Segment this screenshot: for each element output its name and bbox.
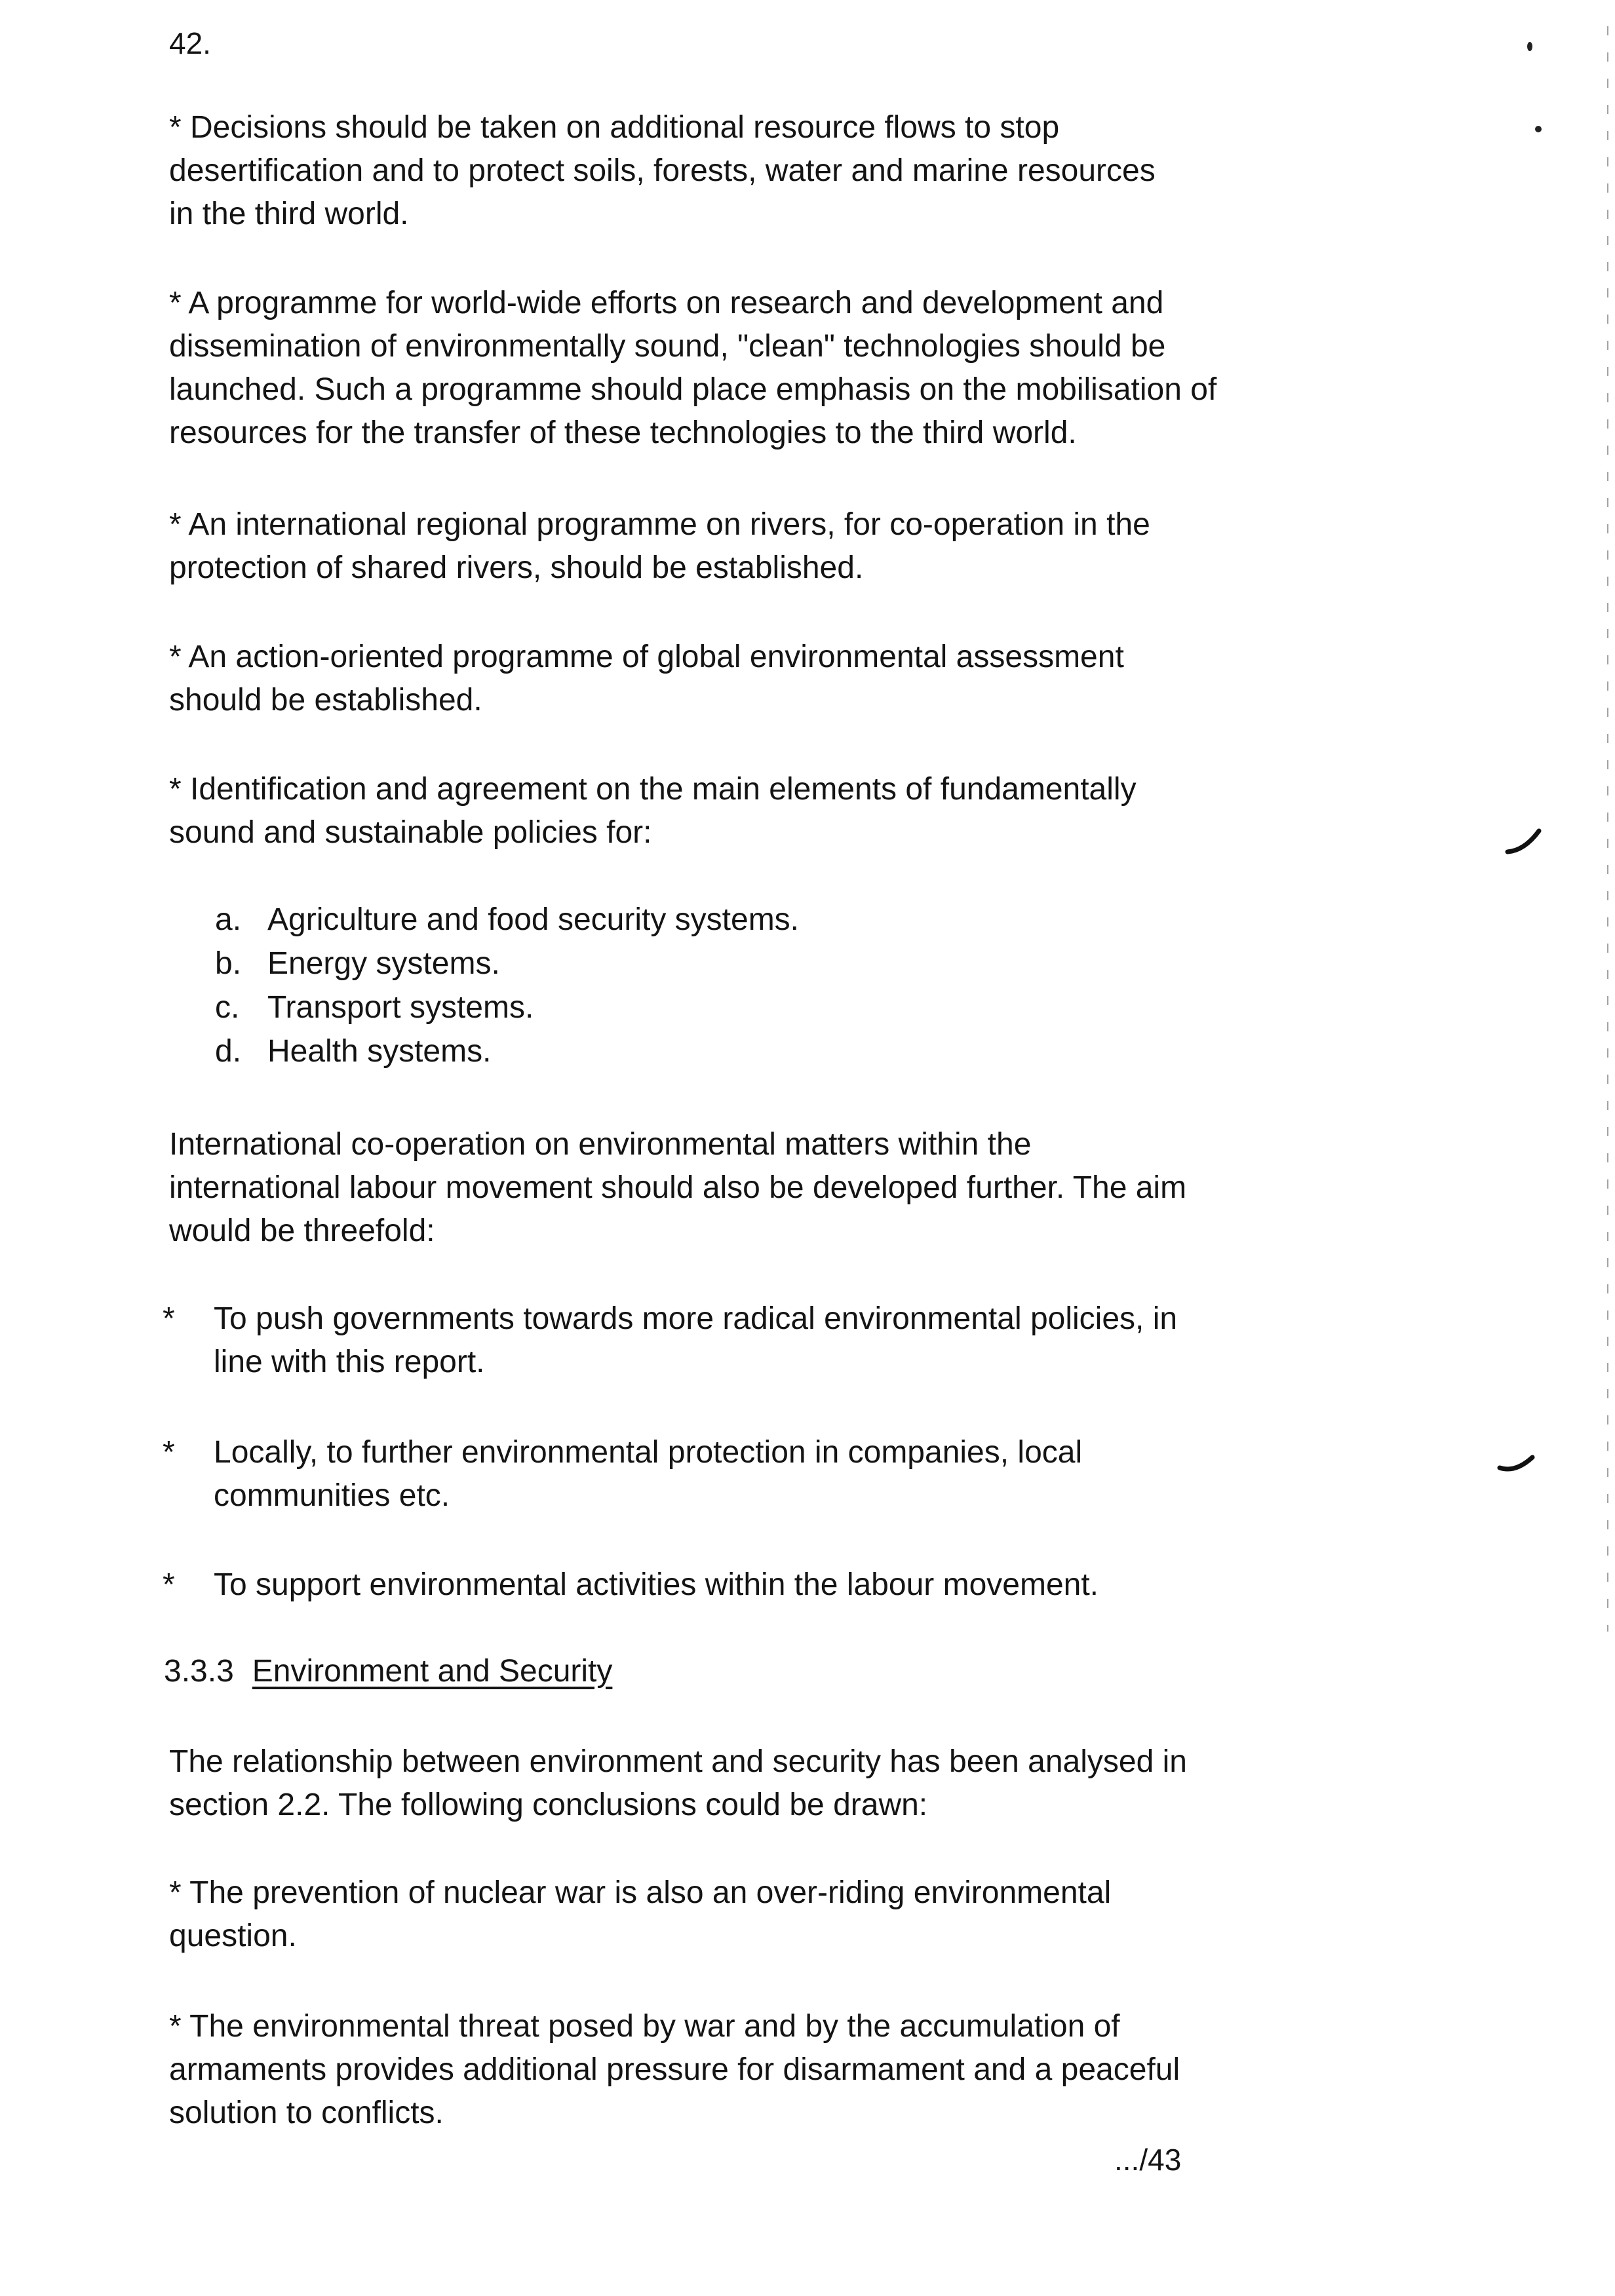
margin-tick-mark xyxy=(1497,1451,1536,1483)
policy-list xyxy=(215,898,799,1073)
aim-item-support-activities: * To support environmental activities within the labour movement. xyxy=(163,1563,1355,1607)
scan-speck xyxy=(1535,126,1542,132)
paragraph-environmental-assessment: * An action-oriented programme of global environmental assessment should be established. xyxy=(169,640,1124,718)
paragraph-nuclear-war: * The prevention of nuclear war is also an over-riding environmental question. xyxy=(169,1875,1112,1953)
list-item: a. Agriculture and food security systems. xyxy=(215,902,800,937)
section-number: 3.3.3 xyxy=(164,1654,234,1689)
list-item: c. Transport systems. xyxy=(215,990,534,1025)
paragraph-disarmament: * The environmental threat posed by war and by the accumulation of armaments provides additional pressure for disarmament and a peaceful solution to conflicts. xyxy=(169,2009,1180,2130)
bullet-star: * xyxy=(163,1435,175,1470)
section-title: Environment and Security xyxy=(252,1654,613,1689)
scan-edge-line xyxy=(1607,26,1608,1632)
list-item: b. Energy systems. xyxy=(215,946,500,981)
list-item: d. Health systems. xyxy=(215,1034,492,1069)
paragraph-labour-movement: International co-operation on environmental matters within the international labour movement should also be developed further. The aim would be threefold: xyxy=(169,1127,1187,1248)
paragraph-clean-technologies: * A programme for world-wide efforts on research and development and dissemination of environmentally sound, "clean" technologies should be launched. Such a programme should place emphasis on the mobilisation of resources for the transfer of these technologies to the third world. xyxy=(169,286,1217,450)
paragraph-sustainable-policies: * Identification and agreement on the main elements of fundamentally sound and sustainable policies for: xyxy=(169,772,1137,850)
continuation-marker: .../43 xyxy=(1114,2143,1182,2177)
paragraph-rivers-programme: * An international regional programme on rivers, for co-operation in the protection of shared rivers, should be established. xyxy=(169,507,1150,585)
aim-item-local-protection: * Locally, to further environmental protection in companies, local communities etc. xyxy=(163,1431,1355,1518)
paragraph-resource-flows: * Decisions should be taken on additional resource flows to stop desertification and to protect soils, forests, water and marine resources in the third world. xyxy=(169,110,1156,231)
section-heading xyxy=(164,1650,612,1693)
scan-speck xyxy=(1527,42,1532,51)
margin-tick-mark xyxy=(1505,826,1544,858)
paragraph-security-relationship: The relationship between environment and security has been analysed in section 2.2. The following conclusions could be drawn: xyxy=(169,1744,1187,1822)
page-number: 42. xyxy=(169,26,211,60)
bullet-star: * xyxy=(163,1567,175,1602)
bullet-star: * xyxy=(163,1301,175,1336)
aim-item-push-governments: * To push governments towards more radical environmental policies, in line with this report. xyxy=(163,1297,1355,1384)
